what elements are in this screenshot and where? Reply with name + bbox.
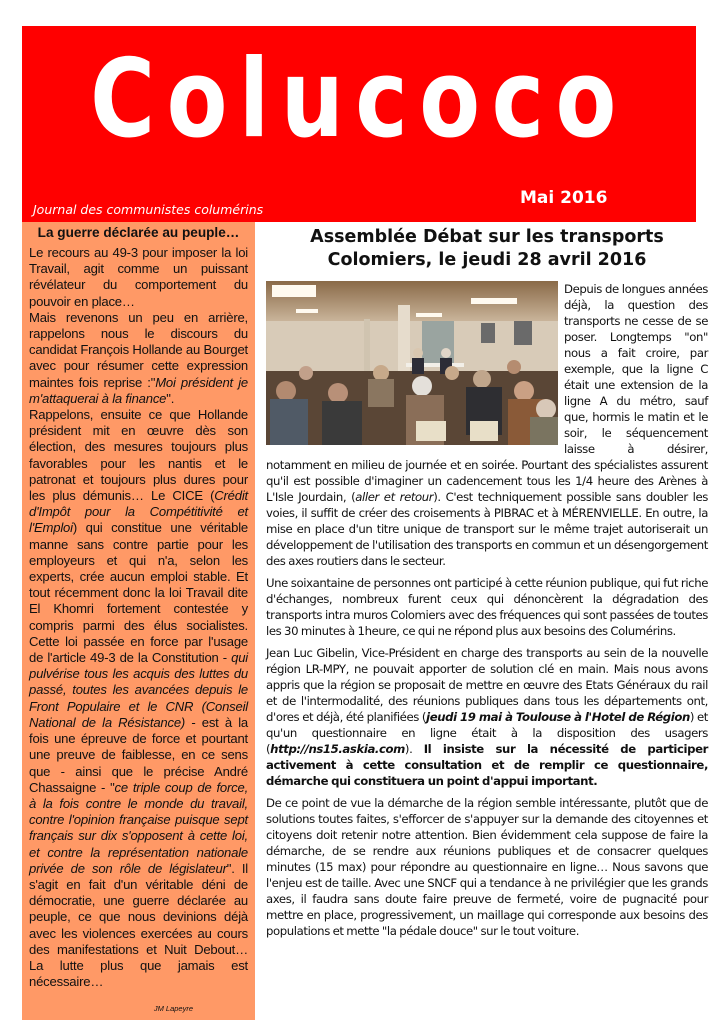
text: - est à la fois une épreuve de force et pourtant une preuve de faiblesse, en ce sens que - ainsi que le précise André Chassaigne - " bbox=[29, 714, 248, 795]
text: Jean Luc Gibelin, Vice-Président en charge des transports au sein de la nouvelle région LR-MPY, ne pouvait apporter de solution clé en main. Mais nous avons appris que la région se proposait de mettre en œuvre des Etats Généraux du rail et de l'intermodalité, des réunions publiques dans tous les départements ont, d'ores et déjà, été planifiées ( bbox=[266, 646, 708, 724]
author-signature: JM Lapeyre bbox=[153, 1004, 193, 1014]
masthead-title: Colucoco bbox=[90, 37, 628, 162]
quote: Moi président je m'attaquerai à la finance bbox=[29, 374, 248, 406]
article-title-line: Assemblée Débat sur les transports bbox=[310, 227, 664, 247]
text: Le recours au 49-3 pour imposer la loi Travail, agit comme un puissant révélateur du comportement du pouvoir en place… bbox=[29, 245, 248, 309]
text: ) qui constitue une véritable manne sans contre partie pour les employeurs et qui n'a, selon les experts, crée aucun emploi stable. Et tout récemment donc la loi Travail dite El Khomri fortement contestée y compris parmi des élus socialistes. Cette loi passée en force par l'usage de l'article 49-3 de la Constitution - bbox=[29, 520, 248, 666]
text: ). C'est techniquement possible sans doubler les voies, il suffit de créer des croisements à PIBRAC et à MÉRENVIELLE. En outre, la mise en place d'un titre unique de transport sur le même trajet autoriserait un développement de l'utilisation des transports en commun et un désengorgement des axes routiers dans le secteur. bbox=[266, 490, 708, 568]
call-to-action: Il insiste sur la nécessité de participer activement à cette consultation et de remplir ce questionnaire, démarche qui constituera un point d'appui important. bbox=[266, 742, 708, 788]
sidebar-heading: La guerre déclarée au peuple… bbox=[37, 225, 240, 240]
italic-text: qui pulvérise tous les acquis des luttes du passé, toutes les avancées depuis le Front Populaire et le CNR (Conseil National de la Résistance) bbox=[29, 650, 248, 730]
masthead-banner bbox=[22, 26, 696, 222]
article-title-line: Colomiers, le jeudi 28 avril 2016 bbox=[327, 250, 647, 270]
text: Rappelons, ensuite ce que Hollande président mit en œuvre dès son élection, des mesures toujours plus favorables pour les nantis et le patronat et toujours plus dures pour les plus démunis… Le CICE ( bbox=[29, 407, 248, 504]
text: Depuis de longues années déjà, la question des transports ne cesse de se poser. Longtemps "on" nous a fait croire, par exemple, que la ligne C était une extension de la ligne A du métro, sauf que, hormis le matin et le soir, le séquencement laisse à désirer, notamment en milieu de journée et en soirée. Pourtant des spécialistes assurent qu'il est possible d'imaginer un cadencement tous les 1/4 heure des Arènes à L'Isle Jourdain, ( bbox=[266, 282, 708, 504]
sidebar-spacer bbox=[29, 990, 248, 1004]
text: ). bbox=[404, 742, 424, 756]
text: Une soixantaine de personnes ont participé à cette réunion publique, qui fut riche d'échanges, nombreux furent ceux qui dénoncèrent la dégradation des transports intra muros Colomiers avec des fréquences qui sont passées de toutes les 30 minutes à 1heure, ce qui ne répond plus aux besoins des Columérins. bbox=[266, 576, 708, 638]
masthead-subtitle: Journal des communistes columérins bbox=[33, 202, 264, 217]
meeting-photo-image bbox=[266, 281, 558, 445]
text: ) et qu'un questionnaire en ligne était à la disposition des usagers ( bbox=[266, 710, 708, 756]
sidebar-paragraph bbox=[29, 310, 248, 407]
issue-date: Mai 2016 bbox=[520, 188, 608, 208]
article-paragraph bbox=[266, 795, 708, 939]
text: ". bbox=[166, 390, 175, 406]
meeting-photo bbox=[266, 281, 558, 445]
sidebar-editorial bbox=[22, 222, 255, 1020]
sidebar-paragraph bbox=[29, 245, 248, 310]
text: ". Il s'agit en fait d'un véritable déni de démocratie, une guerre déclarée au peuple, ce que nous devinions déjà avec les violences exercées au cours des manifestations et Nuit Debout… La lutte plus que jamais est nécessaire… bbox=[29, 860, 248, 990]
article-title bbox=[266, 226, 708, 272]
main-article bbox=[266, 226, 708, 945]
quote: ce triple coup de force, à la fois contre le monde du travail, contre l'opinion française puisque sept français sur dix s'opposent à cette loi, et contre la représentation nationale privée de son rôle de législateur bbox=[29, 779, 249, 876]
sidebar-paragraph bbox=[29, 407, 248, 990]
text: De ce point de vue la démarche de la région semble intéressante, plutôt que de solutions toutes faites, s'efforcer de s'appuyer sur la demande des citoyennes et citoyens doit retenir notre attention. Bien évidemment cela suppose de faire la démarche, de se rendre aux réunions publiques et de consacrer quelques minutes (15 max) pour répondre au questionnaire en ligne… Nous savons que l'enjeu est de taille. Avec une SNCF qui a tendance à ne privilégier que les grands axes, il faudra sans doute faire preuve de fermeté, voire de pugnacité pour mettre en place, progressivement, un maillage qui corresponde aux besoins des populations et mette "la pédale douce" sur le tout voiture. bbox=[266, 796, 708, 938]
article-body bbox=[266, 281, 708, 939]
article-paragraph bbox=[266, 575, 708, 639]
article-paragraph bbox=[266, 645, 708, 789]
italic-text: Crédit d'Impôt pour la Compétitivité et l'Emploi bbox=[29, 488, 248, 536]
text: Mais revenons un peu en arrière, rappelons nous le discours du candidat François Hollande au Bourget avec pour résumer cette expression maintes fois reprise :" bbox=[29, 309, 248, 390]
event-date-location: jeudi 19 mai à Toulouse à l'Hotel de Région bbox=[426, 710, 690, 724]
survey-link[interactable]: http://ns15.askia.com bbox=[270, 742, 405, 756]
italic-text: aller et retour bbox=[355, 490, 434, 504]
